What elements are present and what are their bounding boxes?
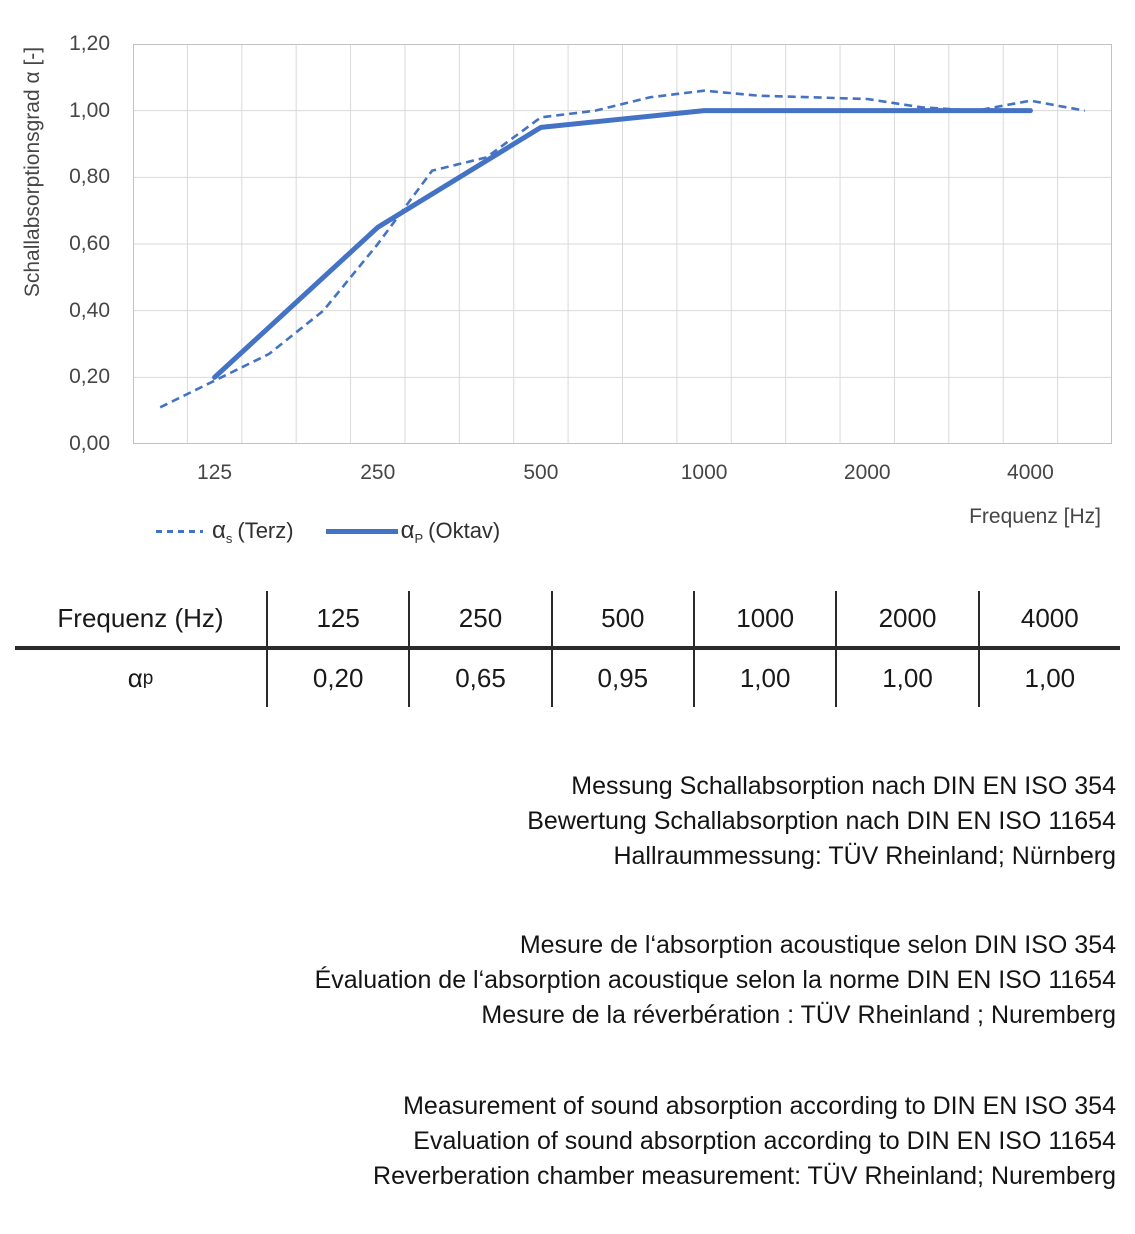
table-header-cell: 250 <box>408 591 550 646</box>
note-line: Évaluation de l‘absorption acoustique selon la norme DIN EN ISO 11654 <box>314 966 1116 994</box>
y-tick-label: 0,00 <box>69 432 110 455</box>
table-header-cell: 4000 <box>978 591 1120 646</box>
x-tick-label: 1000 <box>680 461 728 484</box>
table-value-cell: 0,95 <box>551 646 693 707</box>
legend-label-oktav: $\alpha_P$ (Oktav) <box>400 517 501 546</box>
x-tick-label: 2000 <box>843 461 891 484</box>
x-tick-label: 125 <box>197 461 233 484</box>
plot-area <box>133 44 1112 444</box>
table-header-cell: 1000 <box>693 591 835 646</box>
x-axis-title: Frequenz [Hz] <box>969 505 1101 528</box>
note-french <box>0 928 1116 1033</box>
table-row-label-alpha-p: α p <box>15 646 266 707</box>
note-line: Bewertung Schallabsorption nach DIN EN ISO 11654 <box>527 807 1116 835</box>
table-header-frequency: Frequenz (Hz) <box>57 603 224 633</box>
legend-label-terz: $\alpha_s$ (Terz) <box>212 517 294 546</box>
x-tick-label: 4000 <box>1007 461 1054 484</box>
y-axis-title: Schallabsorptionsgrad α [-] <box>21 46 44 298</box>
table-value-cell: 1,00 <box>835 646 977 707</box>
x-tick-label: 500 <box>523 461 559 484</box>
note-line: Mesure de l‘absorption acoustique selon DIN ISO 354 <box>519 931 1116 959</box>
plot-svg <box>133 44 1112 444</box>
note-line: Reverberation chamber measurement: TÜV Rheinland; Nuremberg <box>373 1162 1116 1190</box>
y-tick-label: 0,80 <box>69 165 110 189</box>
note-line: Messung Schallabsorption nach DIN EN ISO 354 <box>571 772 1116 800</box>
table-value-cell: 1,00 <box>693 646 835 707</box>
table-header-cell: 125 <box>266 591 408 646</box>
note-line: Hallraummessung: TÜV Rheinland; Nürnberg <box>613 842 1116 870</box>
table-value-cell: 1,00 <box>978 646 1120 707</box>
note-german <box>0 769 1116 874</box>
y-tick-label: 1,00 <box>69 98 110 122</box>
note-line: Evaluation of sound absorption according to DIN EN ISO 11654 <box>413 1127 1116 1155</box>
table-value-cell: 0,20 <box>266 646 408 707</box>
dashed-line-swatch <box>156 530 203 533</box>
table-header-cell: 500 <box>551 591 693 646</box>
chart-legend <box>156 515 500 547</box>
legend-item-terz <box>156 517 294 545</box>
note-line: Measurement of sound absorption according to DIN EN ISO 354 <box>403 1092 1116 1120</box>
y-tick-label: 0,20 <box>69 365 110 389</box>
x-tick-label: 250 <box>360 461 396 484</box>
legend-item-oktav <box>326 517 501 545</box>
note-english <box>0 1089 1116 1194</box>
y-tick-label: 1,20 <box>69 32 110 55</box>
y-tick-label: 0,40 <box>69 298 110 322</box>
table-header-cell: 2000 <box>835 591 977 646</box>
table-value-cell: 0,65 <box>408 646 550 707</box>
solid-line-swatch <box>326 529 398 534</box>
y-tick-label: 0,60 <box>69 232 110 255</box>
note-line: Mesure de la réverbération : TÜV Rheinland ; Nuremberg <box>481 1001 1116 1029</box>
absorption-table <box>15 591 1120 707</box>
